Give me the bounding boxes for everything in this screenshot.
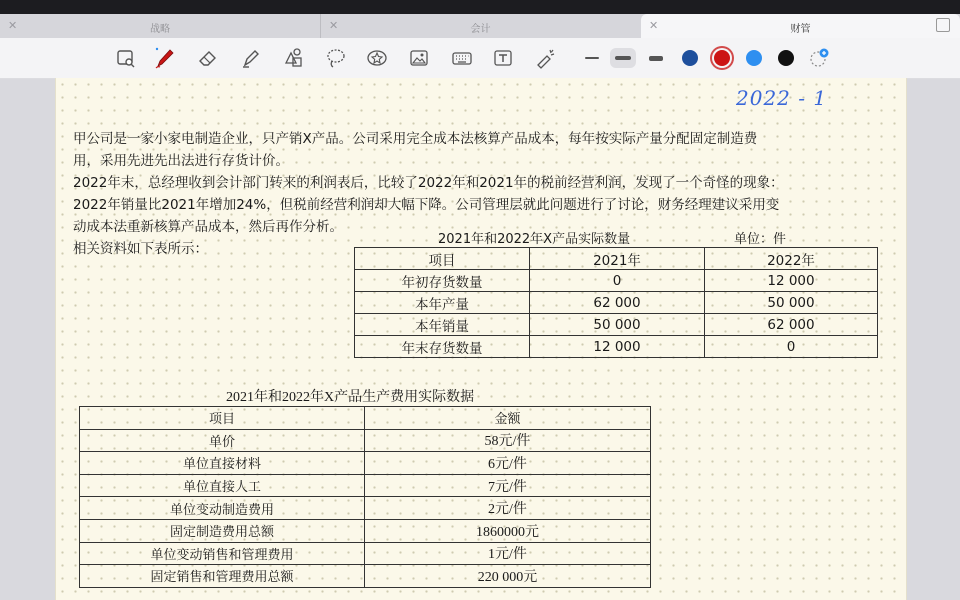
stroke-thick-line — [649, 56, 663, 61]
keyboard-tool[interactable] — [449, 46, 475, 70]
eraser-tool[interactable] — [195, 46, 221, 70]
table-row — [355, 292, 878, 314]
table-cell: 6元/件 — [365, 452, 651, 475]
table-cell: 本年销量 — [355, 314, 530, 336]
lasso-icon — [325, 47, 347, 69]
shapes-icon — [282, 47, 304, 69]
stroke-thin-line — [585, 57, 599, 59]
highlighter-icon — [240, 47, 262, 69]
shapes-tool[interactable] — [280, 46, 306, 70]
table-row — [355, 270, 878, 292]
table-row — [80, 452, 651, 475]
problem-text-line: 2022年销量比2021年增加24%，但税前经营利润却大幅下降。公司管理层就此问题进行了讨论，财务经理建议采用变 — [73, 197, 780, 213]
column-header: 2022年 — [705, 248, 878, 270]
keyboard-icon — [451, 47, 473, 69]
table-row — [80, 542, 651, 565]
sticker-icon — [366, 47, 388, 69]
table-cell: 50 000 — [530, 314, 705, 336]
table-cell: 单位变动制造费用 — [80, 497, 365, 520]
table1-unit: 单位：件 — [734, 232, 787, 247]
table-cell: 固定销售和管理费用总额 — [80, 565, 365, 588]
notebook-page[interactable] — [55, 78, 907, 600]
add-color-icon — [808, 47, 830, 69]
table-cell: 12 000 — [705, 270, 878, 292]
table-cell: 年末存货数量 — [355, 336, 530, 358]
table-cell: 单位变动销售和管理费用 — [80, 542, 365, 565]
column-header: 项目 — [80, 407, 365, 430]
lasso-zoom-tool[interactable] — [113, 46, 139, 70]
pen-icon — [154, 47, 176, 69]
table-cell: 50 000 — [705, 292, 878, 314]
column-header: 金额 — [365, 407, 651, 430]
table-row — [80, 474, 651, 497]
table-row — [80, 497, 651, 520]
table-cell: 58元/件 — [365, 429, 651, 452]
problem-text-line: 相关资料如下表所示： — [73, 241, 208, 257]
color-swatch[interactable] — [746, 50, 762, 66]
table-cell: 62 000 — [530, 292, 705, 314]
problem-text-line: 动成本法重新核算产品成本，然后再作分析。 — [73, 219, 343, 235]
table-cell: 62 000 — [705, 314, 878, 336]
table-row — [80, 429, 651, 452]
problem-text-line: 用，采用先进先出法进行存货计价。 — [73, 153, 289, 169]
laser-pointer-tool[interactable] — [532, 46, 558, 70]
table-cell: 220 000元 — [365, 565, 651, 588]
cost-table — [79, 406, 651, 588]
tab-bar — [0, 14, 960, 38]
toolbar — [0, 38, 960, 79]
laser-pointer-icon — [534, 47, 556, 69]
sticker-tool[interactable] — [364, 46, 390, 70]
pen-tool[interactable] — [152, 46, 178, 70]
tab-label: 财管 — [790, 24, 811, 35]
lasso-zoom-icon — [115, 47, 137, 69]
color-swatch-selected[interactable] — [714, 50, 730, 66]
table-row — [355, 336, 878, 358]
stroke-medium-line — [615, 56, 631, 60]
table-cell: 年初存货数量 — [355, 270, 530, 292]
table-cell: 2元/件 — [365, 497, 651, 520]
image-icon — [408, 47, 430, 69]
split-view-icon[interactable] — [936, 18, 950, 32]
problem-text-line: 甲公司是一家小家电制造企业，只产销X产品。公司采用完全成本法核算产品成本，每年按实际产量分配固定制造费 — [73, 131, 758, 147]
table-cell: 1860000元 — [365, 519, 651, 542]
column-header: 项目 — [355, 248, 530, 270]
table-cell: 单位直接人工 — [80, 474, 365, 497]
table-cell: 单价 — [80, 429, 365, 452]
table-cell: 12 000 — [530, 336, 705, 358]
table1-caption: 2021年和2022年X产品实际数量 — [438, 232, 631, 247]
problem-text-line: 2022年末，总经理收到会计部门转来的利润表后，比较了2022年和2021年的税前经营利润，发现了一个奇怪的现象： — [73, 175, 784, 191]
table-cell: 7元/件 — [365, 474, 651, 497]
tab-accounting[interactable] — [321, 14, 640, 38]
table-cell: 本年产量 — [355, 292, 530, 314]
stroke-thin[interactable] — [579, 48, 605, 68]
close-icon[interactable]: ✕ — [8, 19, 18, 32]
lasso-tool[interactable] — [323, 46, 349, 70]
table-header-row — [80, 407, 651, 430]
tab-label: 会计 — [470, 24, 491, 35]
close-icon[interactable]: ✕ — [649, 19, 659, 32]
table-cell: 单位直接材料 — [80, 452, 365, 475]
quantity-table — [354, 247, 878, 358]
stroke-medium[interactable] — [610, 48, 636, 68]
stroke-thick[interactable] — [643, 48, 669, 68]
table-cell: 0 — [530, 270, 705, 292]
highlighter-tool[interactable] — [238, 46, 264, 70]
table2-caption: 2021年和2022年X产品生产费用实际数据 — [226, 390, 475, 405]
add-color-button[interactable] — [806, 46, 832, 70]
table-row — [80, 519, 651, 542]
status-bar — [0, 0, 960, 14]
tab-strategy[interactable] — [0, 14, 321, 38]
image-tool[interactable] — [406, 46, 432, 70]
table-cell: 0 — [705, 336, 878, 358]
table-cell: 固定制造费用总额 — [80, 519, 365, 542]
table-header-row — [355, 248, 878, 270]
eraser-icon — [197, 47, 219, 69]
text-box-icon — [492, 47, 514, 69]
text-box-tool[interactable] — [490, 46, 516, 70]
close-icon[interactable]: ✕ — [329, 19, 339, 32]
tab-label: 战略 — [150, 24, 170, 35]
table-cell: 1元/件 — [365, 542, 651, 565]
color-swatch[interactable] — [778, 50, 794, 66]
handwritten-note: 2022 - 1 — [736, 86, 828, 110]
color-swatch[interactable] — [682, 50, 698, 66]
table-row — [355, 314, 878, 336]
table-row — [80, 565, 651, 588]
tab-finance[interactable] — [641, 14, 960, 38]
column-header: 2021年 — [530, 248, 705, 270]
